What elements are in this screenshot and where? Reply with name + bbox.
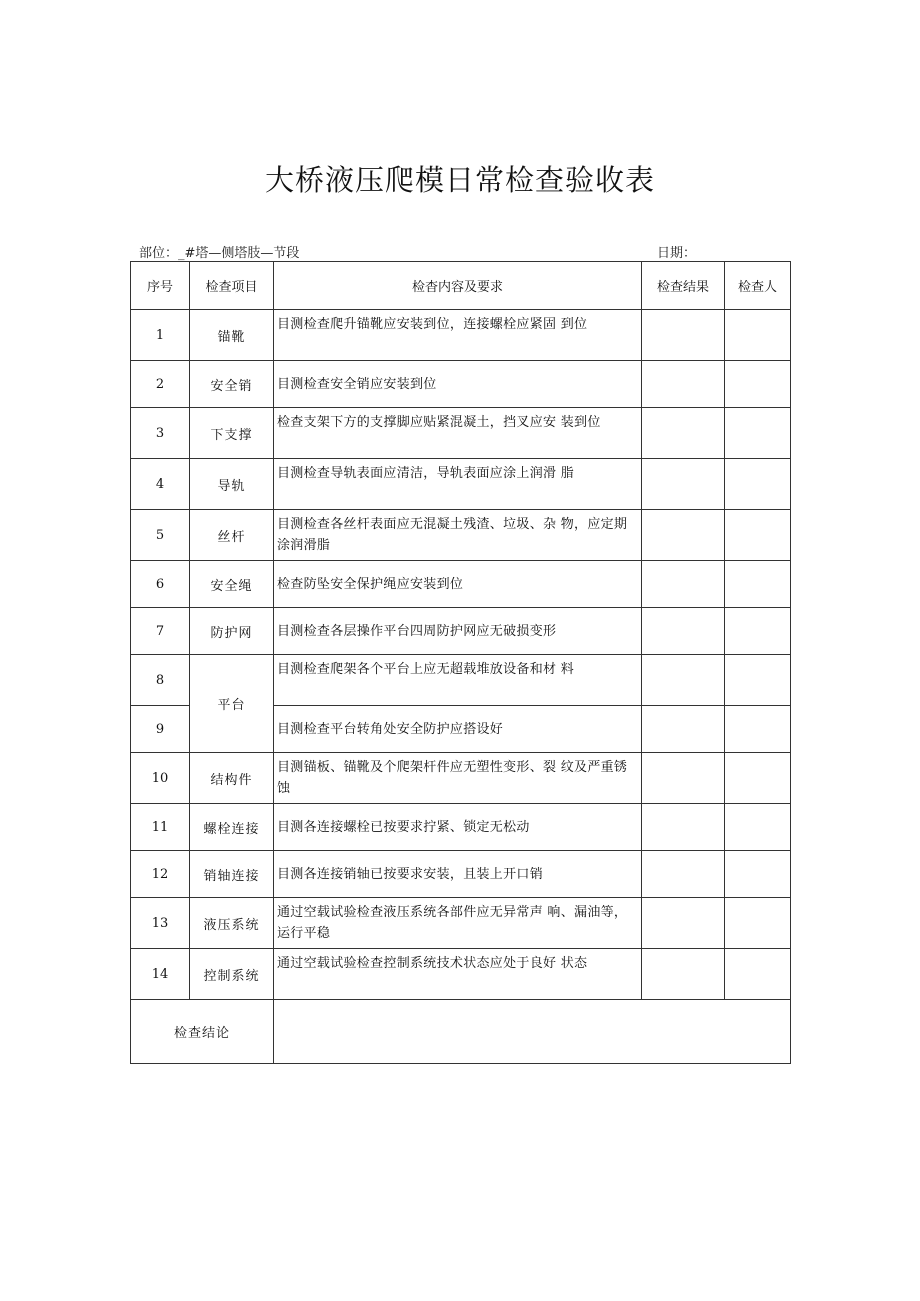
table-row: [131, 310, 791, 361]
row-item: 安全销: [190, 361, 274, 408]
row-content: 通过空载试验检查控制系统技术状态应处于良好 状态: [274, 949, 642, 1000]
row-inspector-cell[interactable]: [725, 608, 791, 655]
row-number: 3: [131, 408, 190, 459]
row-item: 销轴连接: [190, 851, 274, 898]
row-result-cell[interactable]: [642, 851, 725, 898]
row-inspector-cell[interactable]: [725, 655, 791, 706]
row-inspector-cell[interactable]: [725, 753, 791, 804]
conclusion-label: 检查结论: [131, 1000, 274, 1064]
row-result-cell[interactable]: [642, 459, 725, 510]
row-item: 安全绳: [190, 561, 274, 608]
row-result-cell[interactable]: [642, 804, 725, 851]
row-number: 12: [131, 851, 190, 898]
row-content: 检查支架下方的支撑脚应贴紧混凝土，挡叉应安 装到位: [274, 408, 642, 459]
row-result-cell[interactable]: [642, 561, 725, 608]
row-result-cell[interactable]: [642, 310, 725, 361]
row-result-cell[interactable]: [642, 408, 725, 459]
location-label: 部位：_#塔—侧塔肢—节段: [139, 246, 300, 261]
row-number: 7: [131, 608, 190, 655]
header-no: 序号: [131, 262, 190, 310]
table-header-row: [131, 262, 791, 310]
table-row: [131, 898, 791, 949]
row-number: 8: [131, 655, 190, 706]
table-row: [131, 608, 791, 655]
row-number: 9: [131, 706, 190, 753]
row-number: 4: [131, 459, 190, 510]
row-result-cell[interactable]: [642, 361, 725, 408]
table-row: [131, 561, 791, 608]
row-result-cell[interactable]: [642, 655, 725, 706]
row-number: 11: [131, 804, 190, 851]
row-item: 控制系统: [190, 949, 274, 1000]
conclusion-row: [131, 1000, 791, 1064]
row-content: 目测各连接销轴已按要求安装，且装上开口销: [274, 851, 642, 898]
row-item: 锚靴: [190, 310, 274, 361]
row-content: 目测检查安全销应安装到位: [274, 361, 642, 408]
row-content: 通过空载试验检查液压系统各部件应无异常声 响、漏油等，运行平稳: [274, 898, 642, 949]
header-result: 检查结果: [642, 262, 725, 310]
table-row: [131, 753, 791, 804]
row-number: 13: [131, 898, 190, 949]
row-item: 下支撑: [190, 408, 274, 459]
row-inspector-cell[interactable]: [725, 408, 791, 459]
row-item: 结构件: [190, 753, 274, 804]
row-number: 10: [131, 753, 190, 804]
row-inspector-cell[interactable]: [725, 510, 791, 561]
table-row: [131, 510, 791, 561]
row-result-cell[interactable]: [642, 510, 725, 561]
row-item: 导轨: [190, 459, 274, 510]
row-item: 螺栓连接: [190, 804, 274, 851]
row-inspector-cell[interactable]: [725, 310, 791, 361]
row-inspector-cell[interactable]: [725, 804, 791, 851]
row-inspector-cell[interactable]: [725, 459, 791, 510]
row-inspector-cell[interactable]: [725, 949, 791, 1000]
row-number: 5: [131, 510, 190, 561]
row-content: 检查防坠安全保护绳应安装到位: [274, 561, 642, 608]
table-row: [131, 851, 791, 898]
row-inspector-cell[interactable]: [725, 898, 791, 949]
row-number: 14: [131, 949, 190, 1000]
row-result-cell[interactable]: [642, 753, 725, 804]
row-item: 液压系统: [190, 898, 274, 949]
table-row: [131, 361, 791, 408]
row-item: 平台: [190, 655, 274, 753]
row-content: 目测各连接螺栓已按要求拧紧、锁定无松动: [274, 804, 642, 851]
row-result-cell[interactable]: [642, 949, 725, 1000]
row-number: 1: [131, 310, 190, 361]
header-item: 检查项目: [190, 262, 274, 310]
row-content: 目测锚板、锚靴及个爬架杆件应无塑性变形、裂 纹及严重锈蚀: [274, 753, 642, 804]
page-title: 大桥液压爬模日常检查验收表: [264, 163, 655, 197]
row-inspector-cell[interactable]: [725, 361, 791, 408]
row-content: 目测检查各丝杆表面应无混凝土残渣、垃圾、杂 物，应定期涂润滑脂: [274, 510, 642, 561]
row-content: 目测检查导轨表面应清洁，导轨表面应涂上润滑 脂: [274, 459, 642, 510]
table-row: [131, 459, 791, 510]
row-result-cell[interactable]: [642, 898, 725, 949]
row-content: 目测检查爬架各个平台上应无超载堆放设备和材 料: [274, 655, 642, 706]
table-row: [131, 655, 791, 706]
row-inspector-cell[interactable]: [725, 561, 791, 608]
conclusion-field[interactable]: [274, 1000, 791, 1064]
row-number: 6: [131, 561, 190, 608]
inspection-table: [130, 261, 791, 1064]
row-content: 目测检查各层操作平台四周防护网应无破损变形: [274, 608, 642, 655]
table-row: [131, 408, 791, 459]
row-inspector-cell[interactable]: [725, 851, 791, 898]
row-inspector-cell[interactable]: [725, 706, 791, 753]
header-content: 检杳内容及要求: [274, 262, 642, 310]
row-number: 2: [131, 361, 190, 408]
date-label: 日期：: [657, 246, 697, 261]
row-content: 目测检查爬升锚靴应安装到位，连接螺栓应紧固 到位: [274, 310, 642, 361]
table-row: [131, 804, 791, 851]
row-item: 丝杆: [190, 510, 274, 561]
table-row: [131, 949, 791, 1000]
row-content: 目测检查平台转角处安全防护应搭设好: [274, 706, 642, 753]
row-result-cell[interactable]: [642, 608, 725, 655]
row-item: 防护网: [190, 608, 274, 655]
header-inspector: 检查人: [725, 262, 791, 310]
row-result-cell[interactable]: [642, 706, 725, 753]
